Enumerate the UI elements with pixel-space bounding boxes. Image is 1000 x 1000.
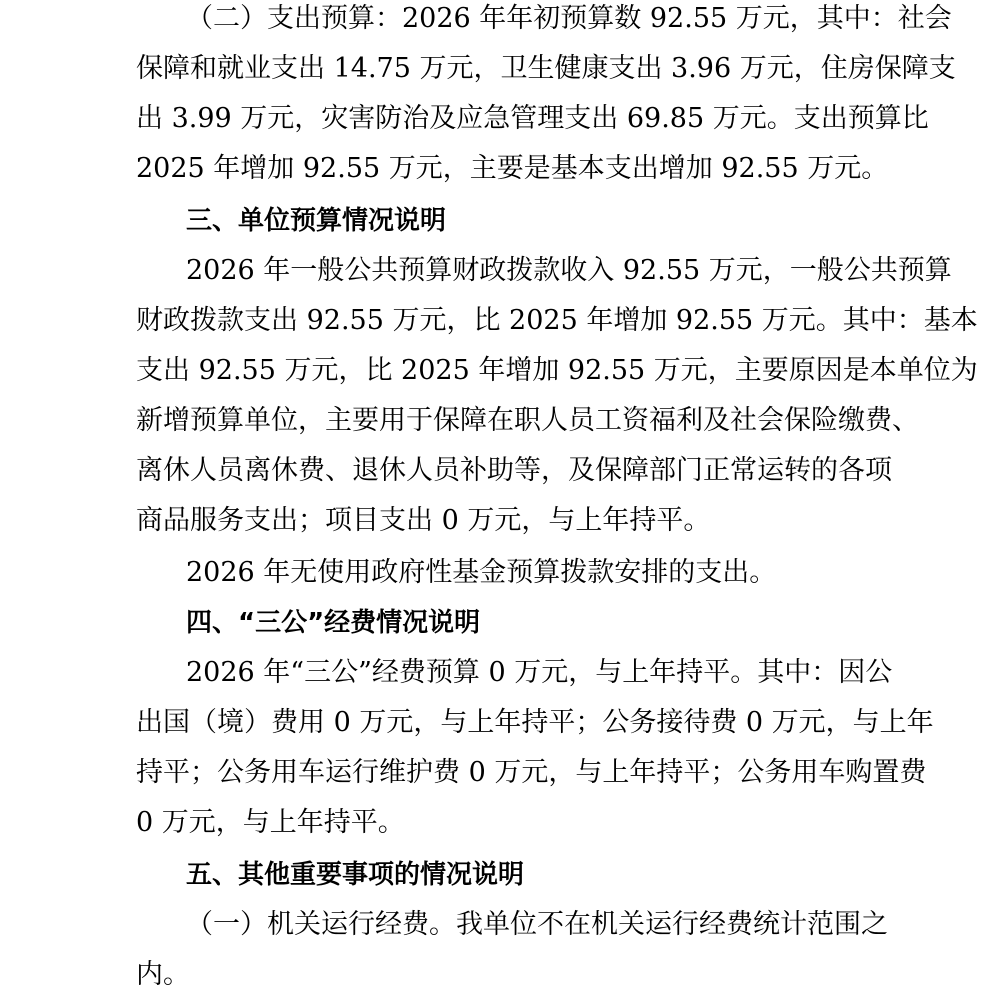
paragraph-line: 离休人员离休费、退休人员补助等，及保障部门正常运转的各项: [136, 455, 892, 486]
paragraph-line: 内。: [136, 959, 190, 990]
section-heading-3: 三、单位预算情况说明: [186, 206, 447, 236]
paragraph-line: 持平；公务用车运行维护费 0 万元，与上年持平；公务用车购置费: [136, 757, 927, 788]
paragraph-line: 0 万元，与上年持平。: [136, 807, 405, 838]
paragraph-line: 2026 年“三公”经费预算 0 万元，与上年持平。其中：因公: [186, 657, 893, 688]
paragraph-line: 出 3.99 万元，灾害防治及应急管理支出 69.85 万元。支出预算比: [136, 103, 929, 134]
paragraph-line: 支出 92.55 万元，比 2025 年增加 92.55 万元，主要原因是本单位为: [136, 355, 978, 386]
paragraph-line: 出国（境）费用 0 万元，与上年持平；公务接待费 0 万元，与上年: [136, 707, 934, 738]
paragraph-line: 财政拨款支出 92.55 万元，比 2025 年增加 92.55 万元。其中：基本: [136, 305, 978, 336]
paragraph-line: 商品服务支出；项目支出 0 万元，与上年持平。: [136, 505, 711, 536]
paragraph-line: （一）机关运行经费。我单位不在机关运行经费统计范围之: [186, 909, 888, 940]
paragraph-line: 2025 年增加 92.55 万元，主要是基本支出增加 92.55 万元。: [136, 153, 889, 184]
paragraph-line: （二）支出预算：2026 年年初预算数 92.55 万元，其中：社会: [186, 3, 952, 34]
paragraph-line: 2026 年一般公共预算财政拨款收入 92.55 万元，一般公共预算: [186, 255, 952, 286]
section-heading-4: 四、“三公”经费情况说明: [186, 608, 481, 638]
section-heading-5: 五、其他重要事项的情况说明: [186, 860, 525, 890]
paragraph-line: 新增预算单位，主要用于保障在职人员工资福利及社会保险缴费、: [136, 405, 919, 436]
paragraph-line: 保障和就业支出 14.75 万元，卫生健康支出 3.96 万元，住房保障支: [136, 53, 956, 84]
paragraph-line: 2026 年无使用政府性基金预算拨款安排的支出。: [186, 557, 777, 588]
